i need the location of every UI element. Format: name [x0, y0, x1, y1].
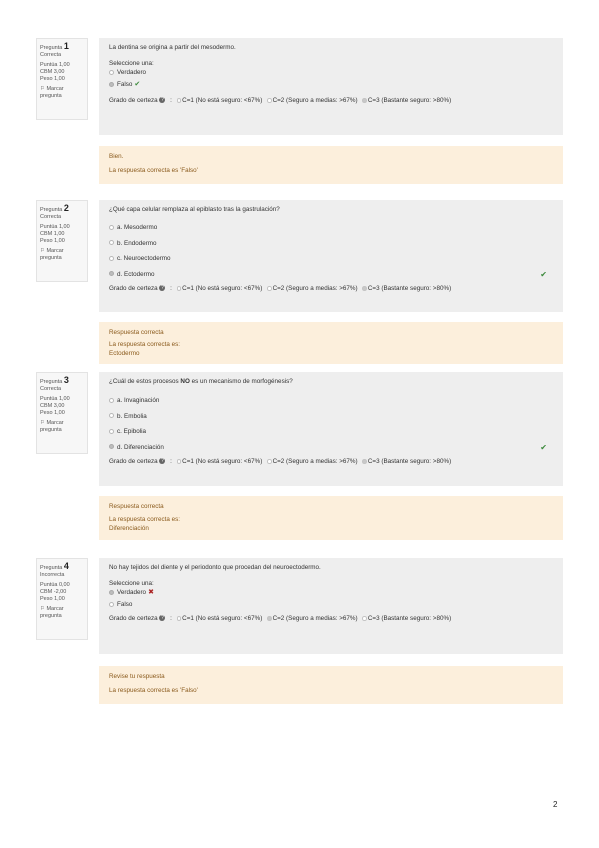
feedback-4 — [99, 666, 563, 704]
question-circle-icon[interactable]: ? — [161, 285, 164, 292]
option-c[interactable]: c. Epibolia — [109, 424, 553, 440]
question-weight: Peso 1,00 — [40, 76, 65, 82]
certainty-radio-2[interactable] — [267, 616, 272, 621]
certainty-radio-2[interactable] — [267, 459, 272, 464]
certainty-radio-2[interactable] — [267, 286, 272, 291]
feedback-line: Ectodermo — [109, 350, 140, 357]
radio-button[interactable] — [109, 413, 114, 418]
flag-question-link[interactable]: ⚐ Marcar pregunta — [40, 86, 64, 99]
flag-icon: ⚐ — [40, 420, 45, 426]
radio-button-selected[interactable] — [109, 590, 114, 595]
feedback-line: Respuesta correcta — [109, 503, 164, 510]
question-circle-icon[interactable]: ? — [161, 97, 164, 104]
question-info-3 — [36, 372, 88, 454]
question-cbm: CBM -2,00 — [40, 589, 67, 595]
certainty-radio-3[interactable] — [362, 98, 367, 103]
question-content-1 — [99, 38, 563, 135]
question-state: Incorrecta — [40, 572, 65, 578]
question-text: No hay tejidos del diente y el periodonto que procedan del neuroectodermo. — [109, 564, 321, 571]
question-state: Correcta — [40, 52, 62, 58]
radio-button[interactable] — [109, 429, 114, 434]
question-weight: Peso 1,00 — [40, 410, 65, 416]
option-true[interactable]: Verdadero — [109, 67, 553, 79]
page-number: 2 — [553, 800, 558, 809]
cross-icon: ✖ — [148, 589, 154, 596]
radio-button[interactable] — [109, 240, 114, 245]
radio-button-selected[interactable] — [109, 82, 114, 87]
question-cbm: CBM 3,00 — [40, 403, 65, 409]
feedback-line: Diferenciación — [109, 525, 149, 532]
question-info-1 — [36, 38, 88, 120]
option-d[interactable]: d. Diferenciación ✔ — [109, 440, 553, 456]
radio-button-selected[interactable] — [109, 271, 114, 276]
question-info-2 — [36, 200, 88, 282]
feedback-line: Respuesta correcta — [109, 329, 164, 336]
question-text: ¿Qué capa celular remplaza al epiblasto tras la gastrulación? — [109, 206, 280, 213]
option-false[interactable]: Falso — [109, 599, 553, 611]
question-number: Pregunta 4 — [40, 561, 69, 571]
question-state: Correcta — [40, 214, 62, 220]
question-cbm: CBM 3,00 — [40, 69, 65, 75]
option-b[interactable]: b. Endodermo — [109, 236, 553, 252]
option-a[interactable]: a. Invaginación — [109, 393, 553, 409]
feedback-2 — [99, 322, 563, 364]
feedback-1 — [99, 146, 563, 184]
question-circle-icon[interactable]: ? — [161, 615, 164, 622]
feedback-line: Bien. — [109, 153, 124, 160]
certainty-row: Grado de certeza ? : C=1 (No está seguro: <67%) C=2 (Seguro a medias: >67%) C=3 (Bastante seguro: >80%) — [109, 97, 452, 104]
question-number: Pregunta 3 — [40, 375, 69, 385]
question-content-2 — [99, 200, 563, 312]
radio-button-selected[interactable] — [109, 444, 114, 449]
feedback-3 — [99, 496, 563, 540]
question-score: Puntúa 1,00 — [40, 62, 70, 68]
question-number: Pregunta 2 — [40, 203, 69, 213]
question-score: Puntúa 1,00 — [40, 224, 70, 230]
certainty-row: Grado de certeza ? : C=1 (No está seguro: <67%) C=2 (Seguro a medias: >67%) C=3 (Bastante seguro: >80%) — [109, 285, 452, 292]
option-false[interactable]: Falso ✔ — [109, 79, 553, 91]
certainty-radio-1[interactable] — [177, 286, 182, 291]
radio-button[interactable] — [109, 225, 114, 230]
certainty-row: Grado de certeza ? : C=1 (No está seguro: <67%) C=2 (Seguro a medias: >67%) C=3 (Bastante seguro: >80%) — [109, 615, 452, 622]
certainty-radio-3[interactable] — [362, 616, 367, 621]
flag-icon: ⚐ — [40, 86, 45, 92]
feedback-line: La respuesta correcta es 'Falso' — [109, 166, 198, 174]
certainty-row: Grado de certeza ? : C=1 (No está seguro: <67%) C=2 (Seguro a medias: >67%) C=3 (Bastante seguro: >80%) — [109, 458, 452, 465]
option-c[interactable]: c. Neuroectodermo — [109, 251, 553, 267]
certainty-radio-3[interactable] — [362, 459, 367, 464]
radio-button[interactable] — [109, 256, 114, 261]
question-weight: Peso 1,00 — [40, 596, 65, 602]
option-d[interactable]: d. Ectodermo ✔ — [109, 267, 553, 283]
feedback-line: La respuesta correcta es: — [109, 340, 181, 348]
certainty-radio-3[interactable] — [362, 286, 367, 291]
question-text: La dentina se origina a partir del mesodermo. — [109, 44, 236, 51]
question-cbm: CBM 1,00 — [40, 231, 65, 237]
radio-button[interactable] — [109, 602, 114, 607]
flag-question-link[interactable]: ⚐ Marcar pregunta — [40, 420, 64, 433]
question-score: Puntúa 1,00 — [40, 396, 70, 402]
question-circle-icon[interactable]: ? — [161, 458, 164, 465]
check-icon: ✔ — [134, 81, 141, 88]
select-prompt: Seleccione una: — [109, 60, 154, 67]
option-a[interactable]: a. Mesodermo — [109, 220, 553, 236]
flag-icon: ⚐ — [40, 248, 45, 254]
feedback-line: Revise tu respuesta — [109, 673, 165, 680]
option-true[interactable]: Verdadero ✖ — [109, 587, 553, 599]
certainty-radio-1[interactable] — [177, 616, 182, 621]
radio-button[interactable] — [109, 398, 114, 403]
check-icon: ✔ — [540, 442, 547, 452]
flag-icon: ⚐ — [40, 606, 45, 612]
question-number: Pregunta 1 — [40, 41, 69, 51]
certainty-radio-1[interactable] — [177, 98, 182, 103]
question-score: Puntúa 0,00 — [40, 582, 70, 588]
question-weight: Peso 1,00 — [40, 238, 65, 244]
feedback-line: La respuesta correcta es 'Falso' — [109, 686, 198, 694]
question-state: Correcta — [40, 386, 62, 392]
feedback-line: La respuesta correcta es: — [109, 515, 181, 523]
certainty-radio-2[interactable] — [267, 98, 272, 103]
check-icon: ✔ — [540, 269, 547, 279]
option-b[interactable]: b. Embolia — [109, 409, 553, 425]
question-content-4 — [99, 558, 563, 654]
question-content-3 — [99, 372, 563, 486]
flag-question-link[interactable]: ⚐ Marcar pregunta — [40, 248, 64, 261]
question-info-4 — [36, 558, 88, 640]
question-text: ¿Cuál de estos procesos NO es un mecanismo de morfogénesis? — [109, 378, 293, 385]
certainty-radio-1[interactable] — [177, 459, 182, 464]
radio-button[interactable] — [109, 70, 114, 75]
flag-question-link[interactable]: ⚐ Marcar pregunta — [40, 606, 64, 619]
select-prompt: Seleccione una: — [109, 580, 154, 587]
